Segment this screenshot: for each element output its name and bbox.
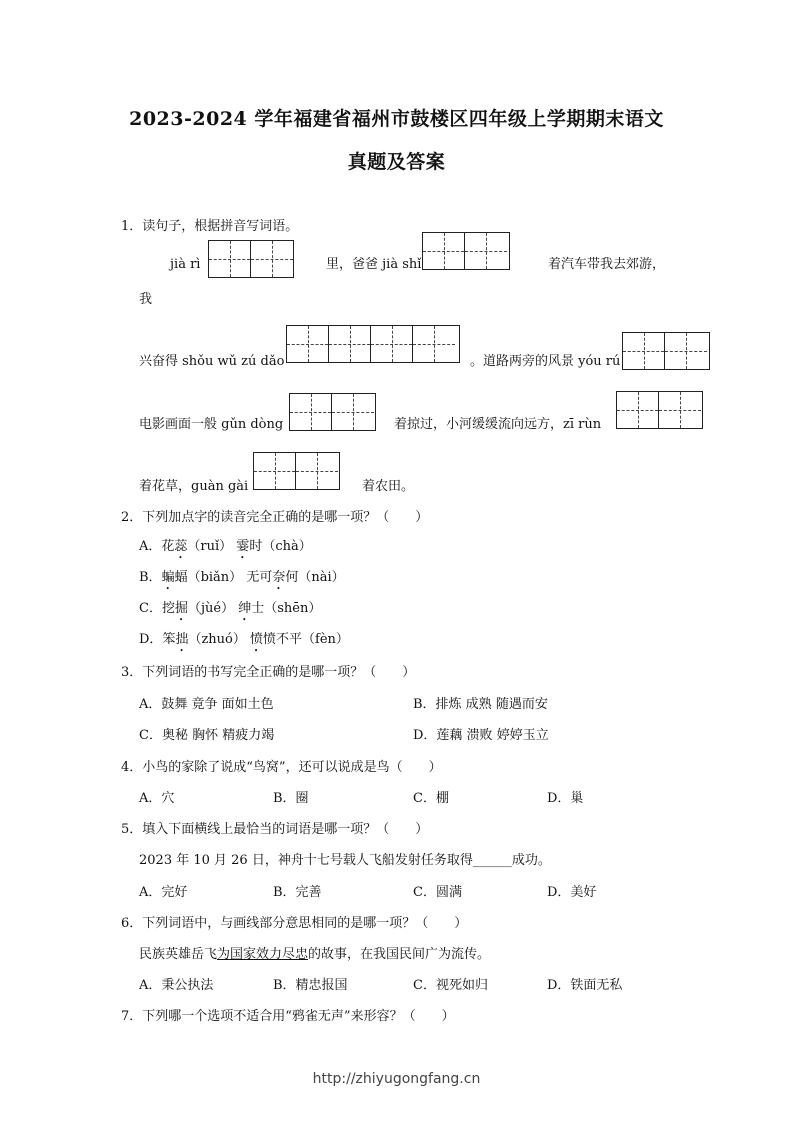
q1-text-3: 我 xyxy=(139,292,153,307)
q2-a-dotted-2: 霎 xyxy=(236,539,250,554)
q5-option-a[interactable]: A．完好 xyxy=(139,885,188,900)
q1-stem: 1．读句子，根据拼音写词语。 xyxy=(121,219,299,234)
q2-c-text-3: 士（shēn） xyxy=(251,601,322,616)
q2-d-text-2: （zhuó） xyxy=(188,632,251,647)
q6-stem: 6．下列词语中，与画线部分意思相同的是哪一项？（ ） xyxy=(121,916,468,931)
q2-option-c[interactable] xyxy=(139,601,321,624)
q5-option-d[interactable]: D．美好 xyxy=(547,885,597,900)
q2-option-b[interactable] xyxy=(139,570,345,593)
q6-sentence-post: 的故事，在我国民间广为流传。 xyxy=(308,947,491,962)
q5-sentence: 2023 年 10 月 26 日，神舟十七号载人飞船发射任务取得______成功。 xyxy=(139,853,551,868)
q1-text-8: 着花草，guàn gài xyxy=(139,479,249,494)
q4-option-c[interactable]: C．棚 xyxy=(413,791,449,806)
q6-option-d[interactable]: D．铁面无私 xyxy=(547,978,623,993)
q3-option-a[interactable]: A．鼓舞 竟争 面如土色 xyxy=(139,697,274,712)
q1-answer-box-2[interactable] xyxy=(422,232,510,270)
q6-underlined-phrase: 为国家效力尽忠 xyxy=(217,947,309,962)
q1-text-6: 电影画面一般 gǔn dòng xyxy=(139,417,284,432)
q5-stem: 5．填入下面横线上最恰当的词语是哪一项？（ ） xyxy=(121,822,429,837)
q2-c-dotted-2: 绅 xyxy=(238,601,252,616)
q2-a-text: A．花 xyxy=(139,539,175,554)
q2-d-dotted-1: 拙 xyxy=(175,632,189,647)
q1-text-2: 着汽车带我去郊游， xyxy=(548,257,666,272)
q6-sentence-pre: 民族英雄岳飞 xyxy=(139,947,218,962)
q3-option-d[interactable]: D．莲藕 溃败 婷婷玉立 xyxy=(413,728,549,743)
q7-stem: 7．下列哪一个选项不适合用“鸦雀无声”来形容？（ ） xyxy=(121,1009,455,1024)
q1-text-9: 着农田。 xyxy=(362,479,415,494)
q1-answer-box-7[interactable] xyxy=(253,452,340,490)
q2-option-d[interactable] xyxy=(139,632,349,655)
q2-b-text-2: 蝠（biǎn） 无可 xyxy=(174,570,273,585)
q2-b-dotted-1: 蝙 xyxy=(161,570,175,585)
q2-c-text-2: （jùé） xyxy=(187,601,239,616)
q2-c-dotted-1: 掘 xyxy=(174,601,188,616)
q6-option-a[interactable]: A．秉公执法 xyxy=(139,978,214,993)
q1-text-7: 着掠过，小河缓缓流向远方，zī rùn xyxy=(394,417,602,432)
footer-url[interactable]: http://zhiyugongfang.cn xyxy=(312,1071,481,1087)
q5-option-c[interactable]: C．圆满 xyxy=(413,885,462,900)
q2-option-a[interactable] xyxy=(139,539,312,562)
q3-option-b[interactable]: B．排炼 成熟 随遇而安 xyxy=(413,697,548,712)
q1-text-4: 兴奋得 shǒu wǔ zú dǎo xyxy=(139,354,285,369)
q6-sentence xyxy=(139,947,490,963)
q2-stem: 2．下列加点字的读音完全正确的是哪一项？（ ） xyxy=(121,510,429,525)
q2-a-text-3: 时（chà） xyxy=(249,539,312,554)
q2-a-text-2: （ruǐ） xyxy=(187,539,237,554)
q2-b-text: B． xyxy=(139,570,162,585)
q2-b-text-3: 何（nài） xyxy=(285,570,345,585)
q1-text-1: 里，爸爸 jià shǐ xyxy=(326,257,422,272)
q1-answer-box-6[interactable] xyxy=(616,391,703,429)
q1-answer-box-4[interactable] xyxy=(622,332,710,370)
q1-answer-box-3[interactable] xyxy=(286,325,460,363)
q4-option-a[interactable]: A．穴 xyxy=(139,791,175,806)
q3-option-c[interactable]: C．奥秘 胸怀 精疲力竭 xyxy=(139,728,275,743)
q2-c-text: C．挖 xyxy=(139,601,175,616)
q4-option-b[interactable]: B．圈 xyxy=(273,791,309,806)
q1-pinyin-jiari: jià rì xyxy=(170,257,201,272)
q3-stem: 3．下列词语的书写完全正确的是哪一项？（ ） xyxy=(121,665,416,680)
q2-d-dotted-2: 愤 xyxy=(250,632,264,647)
q2-d-text-3: 愤不平（fèn） xyxy=(263,632,349,647)
q6-option-c[interactable]: C．视死如归 xyxy=(413,978,488,993)
document-title-line1: 2023-2024 学年福建省福州市鼓楼区四年级上学期期末语文 xyxy=(129,108,664,130)
q5-option-b[interactable]: B．完善 xyxy=(273,885,322,900)
q1-answer-box-5[interactable] xyxy=(289,393,376,431)
q2-b-dotted-2: 奈 xyxy=(272,570,286,585)
q1-text-5: 。道路两旁的风景 yóu rú xyxy=(470,354,621,369)
q2-d-text: D．笨 xyxy=(139,632,176,647)
q6-option-b[interactable]: B．精忠报国 xyxy=(273,978,348,993)
q2-a-dotted-1: 蕊 xyxy=(174,539,188,554)
q4-option-d[interactable]: D．巢 xyxy=(547,791,584,806)
q4-stem: 4．小鸟的家除了说成“鸟窝”，还可以说成是鸟（ ） xyxy=(121,760,442,775)
q1-answer-box-1[interactable] xyxy=(208,240,294,278)
document-title-line2: 真题及答案 xyxy=(347,151,446,173)
